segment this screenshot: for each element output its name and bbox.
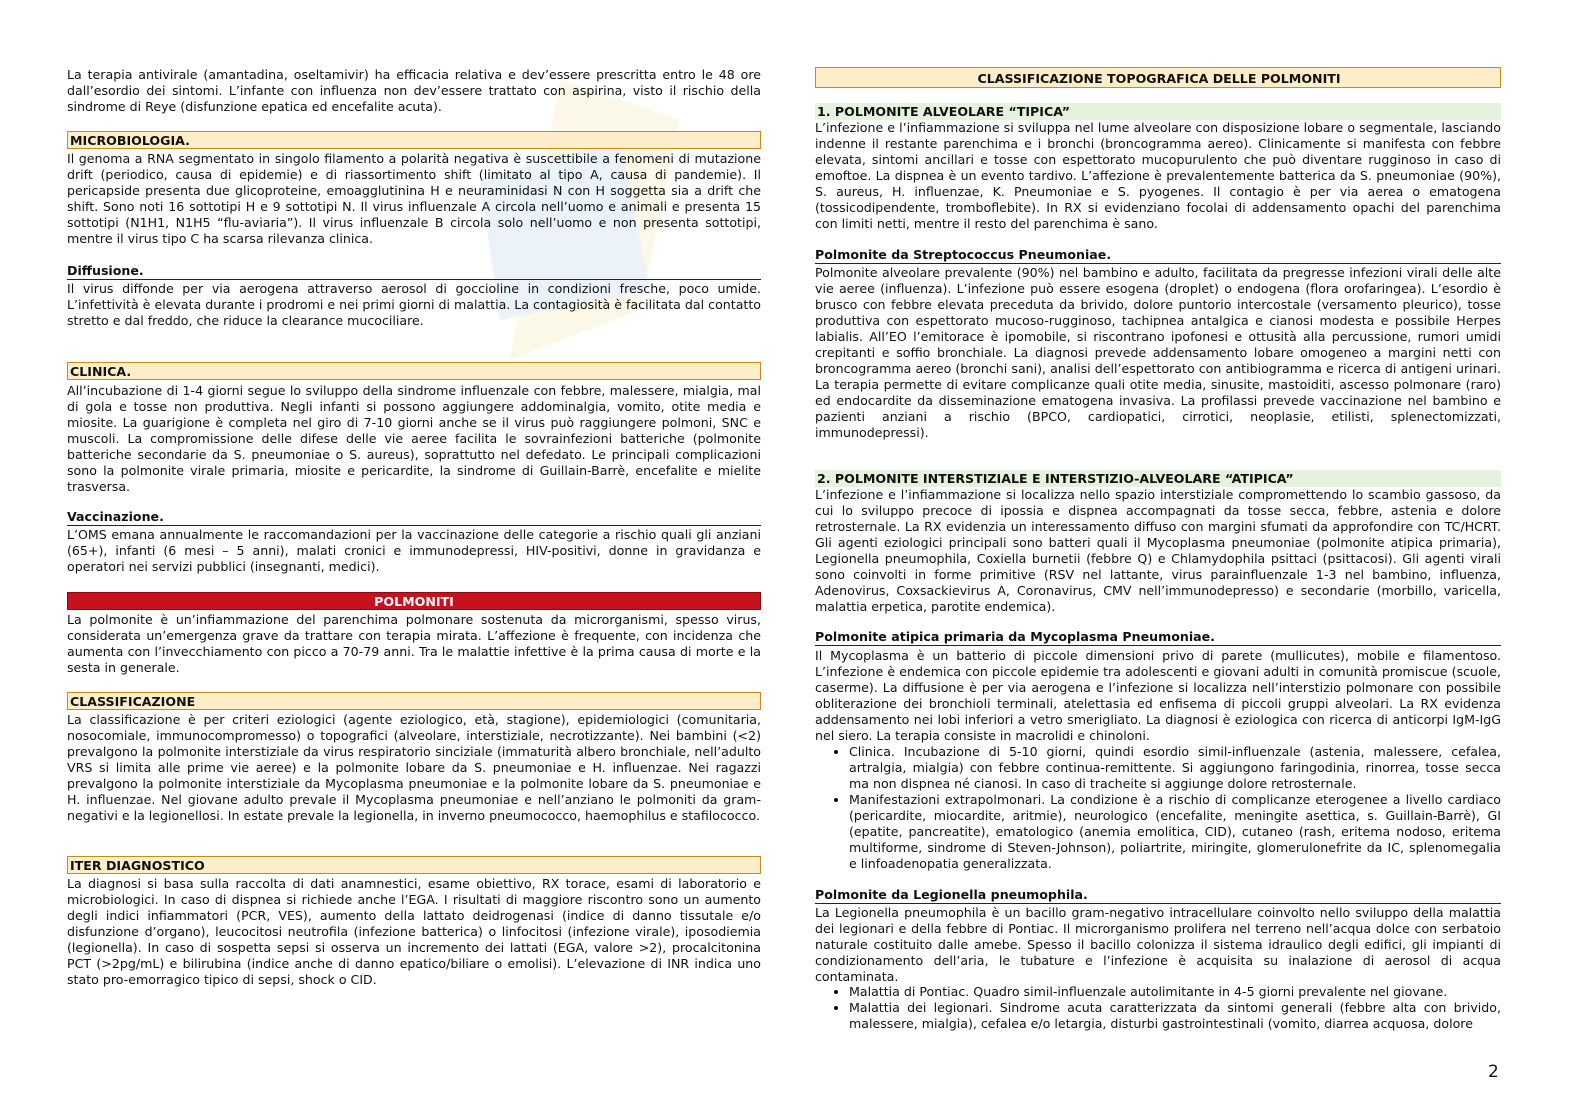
section-2-paragraph: L’infezione e l’infiammazione si localizza nello spazio interstiziale compromettendo lo scambio gassoso, da cui lo sviluppo precoce di ipossia e dispnea accompagnati da tosse secca, febbre, astenia e dolore retrosternale. La RX evidenzia un interessamento diffuso con margini sfumati da approfondire con TC/HCRT. Gli agenti eziologici principali sono batteri quali il Mycoplasma pneumoniae (polmonite atipica primaria), Legionella pneumophila, Coxiella burnetii (febbre Q) e Chlamydophila psittaci (psittacosi). Gli agenti virali sono coinvolti in forme primitive (RSV nel lattante, virus parainfluenzale 1-3 nel bambino, influenza, Adenovirus, Coxsackievirus A, Coronavirus, CMV nell’immunodepresso) e secondarie (morbillo, varicella, malattia erpetica, parotite endemica). bbox=[815, 487, 1501, 614]
iter-diagnostico-header: ITER DIAGNOSTICO bbox=[67, 856, 761, 874]
section-1-paragraph: L’infezione e l’infiammazione si sviluppa nel lume alveolare con disposizione lobare o segmentale, lasciando indenne il restante parenchima e i bronchi (broncogramma aereo). Clinicamente si manifesta con febbre elevata, sintomi ancillari e tosse con espettorato mucopurulento che può diventare rugginoso in caso di emoftoe. La dispnea è un evento tardivo. L’affezione è prevalentemente batterica da S. pneumoniae (90%), S. aureus, H. influenzae, K. Pneumoniae e S. pyogenes. Il contagio è per via aerea o ematogena (tossicodipendente, tromboflebite). In RX si evidenziano focolai di addensamento opachi del parenchima con limiti netti, mentre il resto del parenchima è sano. bbox=[815, 120, 1501, 231]
vaccinazione-paragraph: L’OMS emana annualmente le raccomandazioni per la vaccinazione delle categorie a rischio quali gli anziani (65+), infanti (6 mesi – 5 anni), malati cronici e immunodepressi, HIV-positivi, donne in gravidanza e operatori nei servizi pubblici (insegnanti, medici). bbox=[67, 527, 761, 574]
clinica-paragraph: All’incubazione di 1-4 giorni segue lo sviluppo della sindrome influenzale con febbre, malessere, mialgia, mal di gola e tosse non produttiva. Negli infanti si possono aggiungere addominalgia, vomito, otite media e miosite. La guarigione è completa nel giro di 7-10 giorni anche se il virus può raggiungere polmoni, SNC e muscoli. La compromissione delle difese delle vie aeree facilita le sovrainfezioni batteriche (polmonite batteriche secondarie da S. pneumoniae o S. aureus), soprattutto nel defedato. Le principali complicazioni sono la polmonite virale primaria, miosite e pericardite, la sindrome di Guillain-Barrè, encefalite e mielite trasversa. bbox=[67, 383, 761, 494]
section-2-title: 2. POLMONITE INTERSTIZIALE E INTERSTIZIO-ALVEOLARE “ATIPICA” bbox=[815, 470, 1501, 487]
list-item: • Clinica. Incubazione di 5-10 giorni, quindi esordio simil-influenzale (astenia, malessere, cefalea, artralgia, mialgia) con febbre continua-remittente. Si aggiungono faringodinia, rinorrea, tosse secca ma non dispnea né cianosi. In caso di tracheite si aggiunge dolore retrosternale. bbox=[849, 744, 1501, 792]
section-1-title: 1. POLMONITE ALVEOLARE “TIPICA” bbox=[815, 103, 1501, 120]
streptococcus-heading: Polmonite da Streptococcus Pneumoniae. bbox=[815, 246, 1501, 264]
vaccinazione-heading: Vaccinazione. bbox=[67, 508, 761, 526]
legionella-bullet-list bbox=[815, 984, 1501, 1032]
streptococcus-paragraph: Polmonite alveolare prevalente (90%) nel bambino e adulto, facilitata da pregresse infezioni virali delle alte vie aeree (influenza). L’infezione può essere esogena (droplet) o endogena (flora orofaringea). L’esordio è brusco con febbre elevata preceduta da brivido, dolore puntorio intercostale (versamento pleurico), tosse produttiva con espettorato mucoso-rugginoso, tachipnea antalgica e cianosi modesta e possibile Herpes labialis. All’EO l’emitorace è ipomobile, si riscontrano ipofonesi e ottusità alla percussione, rumori umidi crepitanti e soffio bronchiale. La diagnosi prevede addensamento lobare omogeneo a margini netti con broncogramma aereo (bronchi sani), analisi dell’espettorato con antibiogramma e ricerca di antigeni urinari. La terapia permette di evitare complicanze quali otite media, sinusite, mastoiditi, ascesso polmonare (raro) ed endocardite da disseminazione ematogena invasiva. La profilassi prevede vaccinazione nel bambino e pazienti anziani a rischio (BPCO, cardiopatici, cirrotici, neoplasie, etilisti, splenectomizzati, immunodepressi). bbox=[815, 265, 1501, 440]
mycoplasma-bullet-list bbox=[815, 744, 1501, 872]
iter-diagnostico-paragraph: La diagnosi si basa sulla raccolta di dati anamnestici, esame obiettivo, RX torace, esami di laboratorio e microbiologici. In caso di dispnea si richiede anche l’EGA. I risultati di maggiore riscontro sono un aumento degli indici infiammatori (PCR, VES), aumento della lattato deidrogenasi (indice di danno tissutale e/o disfunzione d’organo), leucocitosi neutrofila (infezione batterica) o linfocitosi (infezione virale), iposodiemia (legionella). In caso di sospetta sepsi si osserva un incremento dei lattati (EGA, valore >2), procalcitonina PCT (>2pg/mL) e bilirubina (indice anche di danno epatico/biliare o emolisi). L’elevazione di INR indica uno stato pro-emorragico tipico di sepsi, shock o CID. bbox=[67, 876, 761, 987]
legionella-paragraph: La Legionella pneumophila è un bacillo gram-negativo intracellulare coinvolto nello sviluppo della malattia dei legionari e della febbre di Pontiac. Il microrganismo prolifera nel terreno nell’acqua dolce con serbatoio naturale costituito dalle amebe. Spesso il bacillo colonizza il sistema idraulico degli edifici, gli impianti di condizionamento dell’aria, le tubature e l’infezione è acquisita su inalazione di aerosol di acqua contaminata. bbox=[815, 905, 1501, 984]
list-item: • Malattia di Pontiac. Quadro simil-influenzale autolimitante in 4-5 giorni prevalente nel giovane. bbox=[849, 984, 1501, 1000]
classificazione-header: CLASSIFICAZIONE bbox=[67, 692, 761, 710]
classificazione-paragraph: La classificazione è per criteri eziologici (agente eziologico, età, stagione), epidemiologici (comunitaria, nosocomiale, immunocompromesso) o topografici (alveolare, interstiziale, necrotizzante). Nei bambini (<2) prevalgono la polmonite interstiziale da virus respiratorio sinciziale (immaturità albero bronchiale, nell’adulto VRS si limita alle prime vie aeree) e la polmonite lobare da S. pneumoniae e H. influenzae. Nei ragazzi prevalgono la polmonite interstiziale da Mycoplasma pneumoniae e la polmonite lobare da S. pneumoniae e H. influenzae. Nel giovane adulto prevale il Mycoplasma pneumoniae e nell’anziano le polmoniti da gram-negativi e la legionellosi. In estate prevale la legionella, in inverno pneumococco, haemophilus e stafilococco. bbox=[67, 712, 761, 823]
microbiologia-paragraph: Il genoma a RNA segmentato in singolo filamento a polarità negativa è suscettibile a fenomeni di mutazione drift (periodico, causa di epidemie) e di riassortimento shift (limitato al tipo A, causa di pandemie). Il pericapside presenta due glicoproteine, emoagglutinina H e neuraminidasi N con H soggetta sia a drift che shift. Sono noti 16 sottotipi H e 9 sottotipi N. Il virus influenzale A circola nell’uomo e animali e presenta 15 sottotipi (N1H1, N1H5 “flu-aviaria”). Il virus influenzale B circola solo nell’uomo e non presenta sottotipi, mentre il virus tipo C ha scarsa rilevanza clinica. bbox=[67, 151, 761, 246]
mycoplasma-paragraph: Il Mycoplasma è un batterio di piccole dimensioni privo di parete (mullicutes), mobile e filamentoso. L’infezione è endemica con piccole epidemie tra adolescenti e giovani adulti in comunità promiscue (scuole, caserme). La diffusione è per via aerogena e l’infezione si localizza nell’interstizio polmonare con possibile obliterazione dei bronchioli terminali, atelettasia ed enfisema di piccoli gruppi alveolari. La RX evidenza addensamento nei lobi inferiori a vetro smerigliato. La diagnosi è eziologica con ricerca di anticorpi IgM-IgG nel siero. La terapia consiste in macrolidi e chinoloni. bbox=[815, 648, 1501, 743]
diffusione-heading: Diffusione. bbox=[67, 262, 761, 280]
mycoplasma-heading: Polmonite atipica primaria da Mycoplasma Pneumoniae. bbox=[815, 628, 1501, 646]
topografica-header: CLASSIFICAZIONE TOPOGRAFICA DELLE POLMONITI bbox=[815, 67, 1501, 88]
microbiologia-header: MICROBIOLOGIA. bbox=[67, 131, 761, 149]
page-number: 2 bbox=[1488, 1062, 1499, 1082]
intro-paragraph: La terapia antivirale (amantadina, oseltamivir) ha efficacia relativa e dev’essere prescritta entro le 48 ore dall’esordio dei sintomi. L’infante con influenza non dev’essere trattato con aspirina, visto il rischio della sindrome di Reye (disfunzione epatica ed encefalite acuta). bbox=[67, 67, 761, 114]
polmoniti-paragraph: La polmonite è un’infiammazione del parenchima polmonare sostenuta da microrganismi, spesso virus, considerata un’emergenza grave da trattare con terapia mirata. L’affezione è frequente, con incidenza che aumenta con l’invecchiamento con picco a 70-79 anni. Tra le malattie infettive è la prima causa di morte e la sesta in generale. bbox=[67, 612, 761, 675]
diffusione-paragraph: Il virus diffonde per via aerogena attraverso aerosol di goccioline in condizioni fresche, poco umide. L’infettività è elevata durante i prodromi e nei primi giorni di malattia. La contagiosità è facilitata dal contatto stretto e dal freddo, che riduce la clearance mucociliare. bbox=[67, 281, 761, 328]
list-item: • Manifestazioni extrapolmonari. La condizione è a rischio di complicanze eterogenee a livello cardiaco (pericardite, miocardite, aritmie), neurologico (encefalite, meningite asettica, s. Guillain-Barrè), GI (epatite, pancreatite), ematologico (anemia emolitica, CID), cutaneo (rash, eritema nodoso, eritema multiforme, sindrome di Steven-Johnson), poliartrite, miringite, glomerulonefrite da IC, splenomegalia e linfoadenopatia generalizzata. bbox=[849, 792, 1501, 872]
list-item: • Malattia dei legionari. Sindrome acuta caratterizzata da sintomi generali (febbre alta con brivido, malessere, mialgia), cefalea e/o letargia, disturbi gastrointestinali (vomito, diarrea acquosa, dolore bbox=[849, 1000, 1501, 1032]
legionella-heading: Polmonite da Legionella pneumophila. bbox=[815, 886, 1501, 904]
polmoniti-header: POLMONITI bbox=[67, 592, 761, 610]
clinica-header: CLINICA. bbox=[67, 362, 761, 380]
